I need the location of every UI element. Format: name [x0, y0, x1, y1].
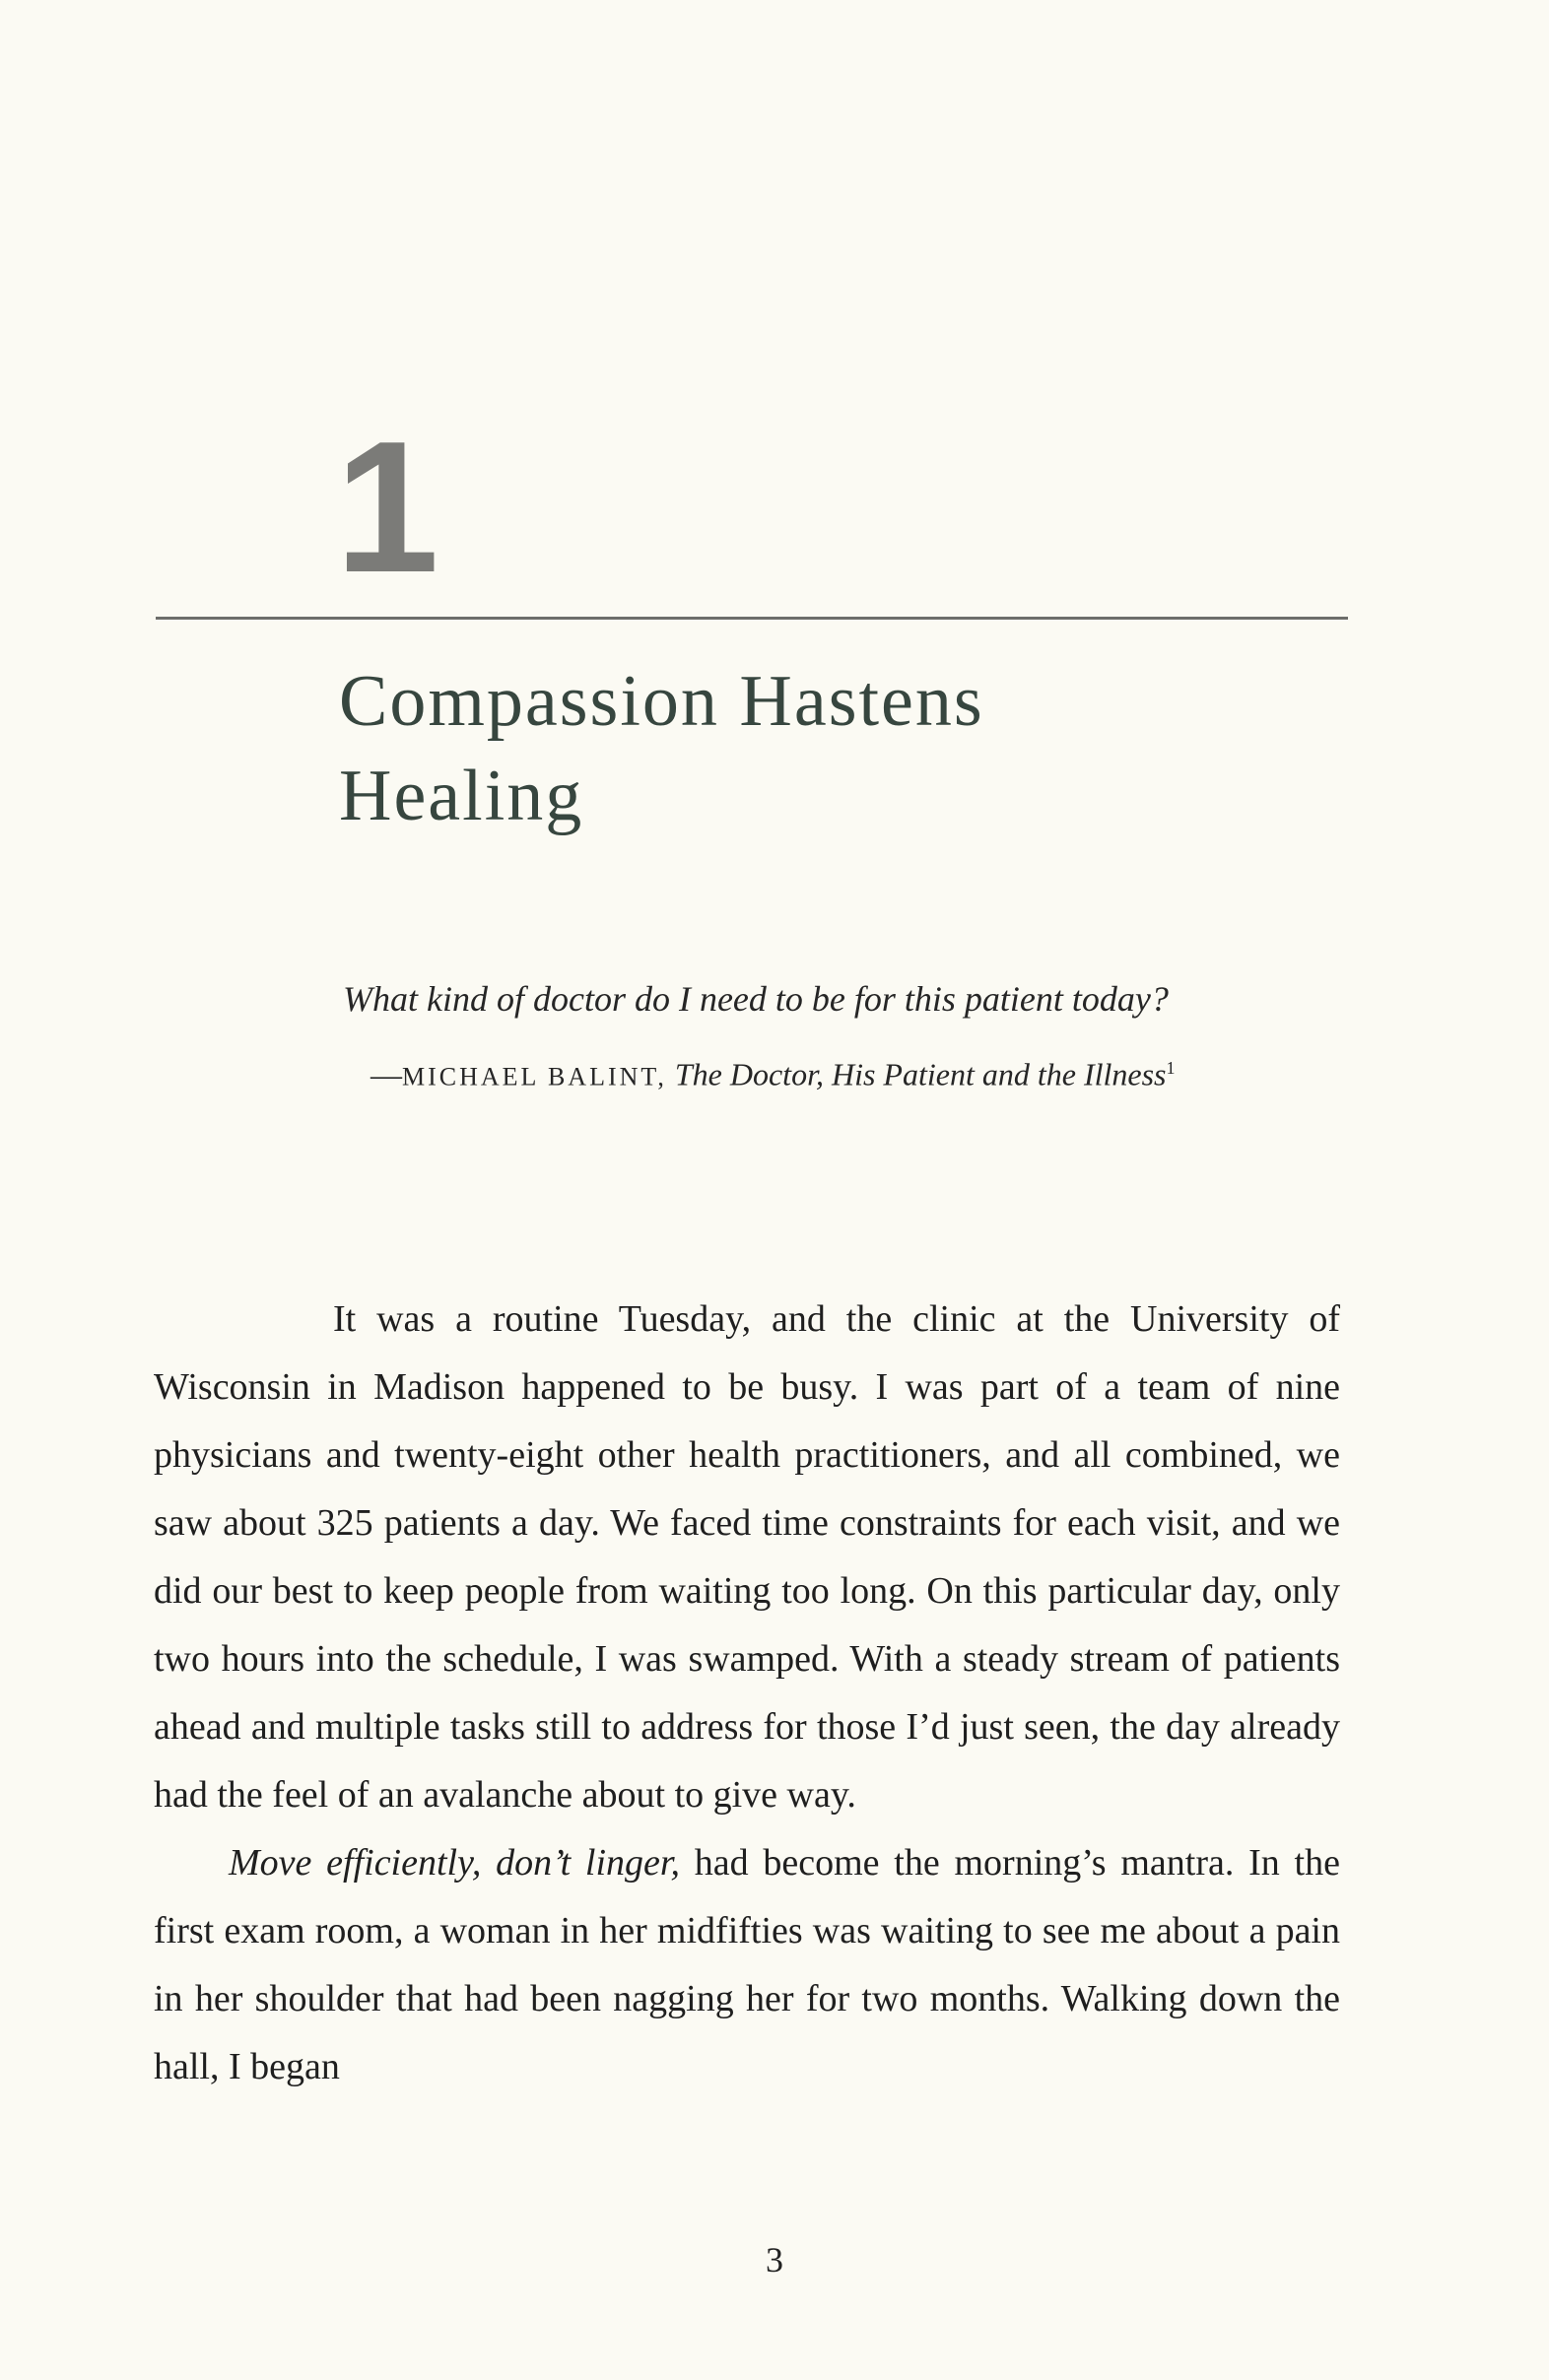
- chapter-title-line-2: Healing: [339, 756, 584, 836]
- body-paragraph-1: It was a routine Tuesday, and the clinic at the University of Wisconsin in Madison happened to be busy. I was part of a team of nine physicians and twenty-eight other health practitioners, and all combined, we saw about 325 patients a day. We faced time constraints for each visit, and we did our best to keep people from waiting too long. On this particular day, only two hours into the schedule, I was swamped. With a steady stream of patients ahead and multiple tasks still to address for those I’d just seen, the day already had the feel of an avalanche about to give way.: [154, 1298, 1340, 1816]
- chapter-title-line-1: Compassion Hastens: [339, 661, 984, 742]
- epigraph-source: The Doctor, His Patient and the Illness: [674, 1056, 1167, 1092]
- epigraph: [343, 975, 1358, 1099]
- epigraph-dash: —: [370, 1056, 402, 1092]
- body-paragraph-2-text: had become the morning’s mantra. In the first exam room, a woman in her midfifties was waiting to see me about a pain in her shoulder that had been nagging her for two months. Walking down the hall, I began: [154, 1842, 1340, 2087]
- page-number: 3: [766, 2240, 783, 2280]
- body-paragraph-2-italic: Move efficiently, don’t linger,: [229, 1842, 680, 1884]
- body-paragraph-2: [154, 1829, 1340, 2101]
- body-text: [154, 1286, 1340, 2101]
- footnote-marker: 1: [1166, 1058, 1176, 1078]
- epigraph-attribution: [370, 1046, 1358, 1099]
- chapter-divider: [156, 617, 1348, 620]
- chapter-title: [339, 654, 1324, 843]
- epigraph-author: MICHAEL BALINT,: [402, 1062, 667, 1091]
- epigraph-quote: What kind of doctor do I need to be for this patient today?: [343, 979, 1169, 1019]
- chapter-number: 1: [335, 403, 439, 612]
